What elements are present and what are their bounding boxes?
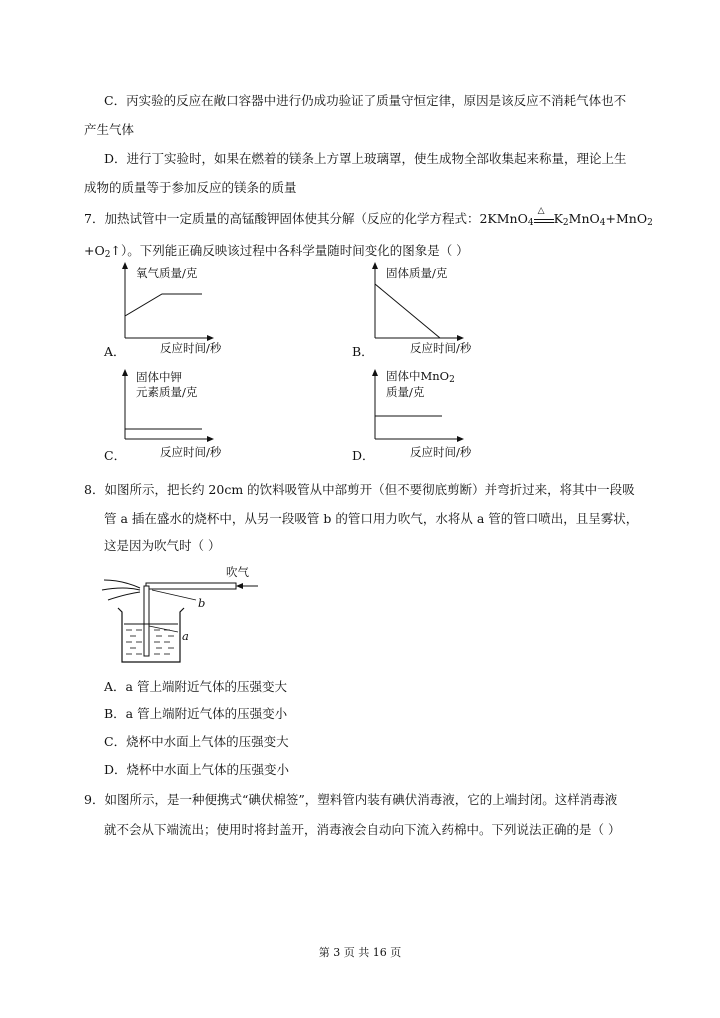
q6-option-d-line1: D．进行丁实验时，如果在燃着的镁条上方罩上玻璃罩，使生成物全部收集起来称量，理论上生 (104, 151, 627, 166)
q7-sub: 2 (647, 218, 653, 228)
graph-d-ylabel-line1 (386, 369, 455, 383)
q8-label-a: a (182, 629, 189, 643)
page-footer: 第 3 页 共 16 页 (318, 946, 402, 959)
graph-d-option: D． (352, 448, 375, 463)
q8-label-b: b (198, 596, 206, 610)
curve (375, 284, 440, 338)
q8-option-b: B．a 管上端附近气体的压强变小 (104, 706, 288, 721)
q7-stem-text: 7．加热试管中一定质量的高锰酸钾固体使其分解（反应的化学方程式：2KMnO (84, 211, 528, 226)
y-axis-arrow (122, 262, 128, 269)
spray-line (108, 592, 140, 600)
q9-stem-line2: 就不会从下端流出；使用时将封盖开，消毒液会自动向下流入药棉中。下列说法正确的是（ ） (104, 822, 621, 837)
graph-d-xlabel: 反应时间/秒 (410, 445, 472, 459)
heat-symbol: △ (537, 206, 545, 216)
graph-b-xlabel: 反应时间/秒 (410, 341, 472, 355)
graph-d-ylabel-sub: 2 (449, 375, 455, 385)
graph-d-ylabel-text: 固体中MnO (386, 369, 450, 383)
q7-stem-line2 (84, 243, 469, 259)
q7-stem-rest: ↑）。下列能正确反映该过程中各科学量随时间变化的图象是（ ） (110, 243, 469, 258)
blow-arrow-head (236, 583, 243, 589)
y-axis-arrow (372, 262, 378, 269)
graph-c-ylabel-line2: 元素质量/克 (136, 385, 198, 399)
q8-stem-line2: 管 a 插在盛水的烧杯中，从另一段吸管 b 的管口用力吹气，水将从 a 管的管口喷出，且呈雾状， (104, 511, 639, 526)
y-axis-arrow (122, 369, 128, 376)
q7-formula-mno: MnO (568, 211, 600, 226)
q7-sub: 2 (104, 250, 111, 260)
straw-b (146, 583, 236, 589)
q8-stem-line3: 这是因为吹气时（ ） (104, 538, 221, 553)
q7-heat-arrow (534, 206, 554, 223)
q8-option-d: D．烧杯中水面上气体的压强变小 (104, 762, 290, 777)
q8-option-c: C．烧杯中水面上气体的压强变大 (104, 734, 289, 749)
q7-sub: 4 (527, 218, 534, 228)
graph-c-xlabel: 反应时间/秒 (160, 445, 222, 459)
q7-formula-mno2: +MnO (605, 211, 648, 226)
graph-a-ylabel: 氧气质量/克 (136, 266, 198, 280)
graph-c-option: C． (104, 448, 127, 463)
water-pattern (126, 630, 174, 654)
equals-sign (534, 219, 554, 223)
x-axis-arrow (207, 436, 214, 442)
leader-b (152, 590, 196, 600)
q8-blow-label: 吹气 (226, 565, 249, 579)
straw-a (144, 586, 149, 656)
spray-line (104, 580, 140, 588)
graph-a-xlabel: 反应时间/秒 (160, 341, 222, 355)
q8-stem-line1: 8．如图所示，把长约 20cm 的饮料吸管从中部剪开（但不要彻底剪断）并弯折过来，将其中一段吸 (84, 482, 635, 497)
q9-stem-line1: 9．如图所示，是一种便携式“碘伏棉签”，塑料管内装有碘伏消毒液，它的上端封闭。这样消毒液 (84, 792, 618, 807)
q6-option-c-line2: 产生气体 (84, 122, 135, 137)
graph-b-option: B． (352, 344, 374, 359)
q8-option-a: A．a 管上端附近气体的压强变大 (104, 679, 287, 694)
graph-c-ylabel-line1: 固体中钾 (136, 370, 182, 384)
leader-a (149, 626, 178, 632)
q7-sub: 2 (562, 218, 569, 228)
q8-figure-svg (96, 568, 266, 668)
spray-line (102, 588, 140, 590)
y-axis-arrow (372, 369, 378, 376)
graph-d-ylabel-line2: 质量/克 (386, 385, 425, 399)
q8-figure (96, 568, 266, 672)
q6-option-c-line1: C．丙实验的反应在敞口容器中进行仍成功验证了质量守恒定律，原因是该反应不消耗气体也不 (104, 93, 627, 108)
graph-b-ylabel: 固体质量/克 (386, 266, 448, 280)
q7-sub: 4 (599, 218, 606, 228)
q7-formula-k: K (553, 211, 563, 226)
q7-stem-line1 (84, 206, 653, 228)
curve (125, 294, 202, 316)
q7-o2: +O (84, 243, 105, 258)
q6-option-d-line2: 成物的质量等于参加反应的镁条的质量 (84, 180, 297, 195)
graph-a-option: A． (104, 344, 126, 359)
x-axis-arrow (457, 436, 464, 442)
